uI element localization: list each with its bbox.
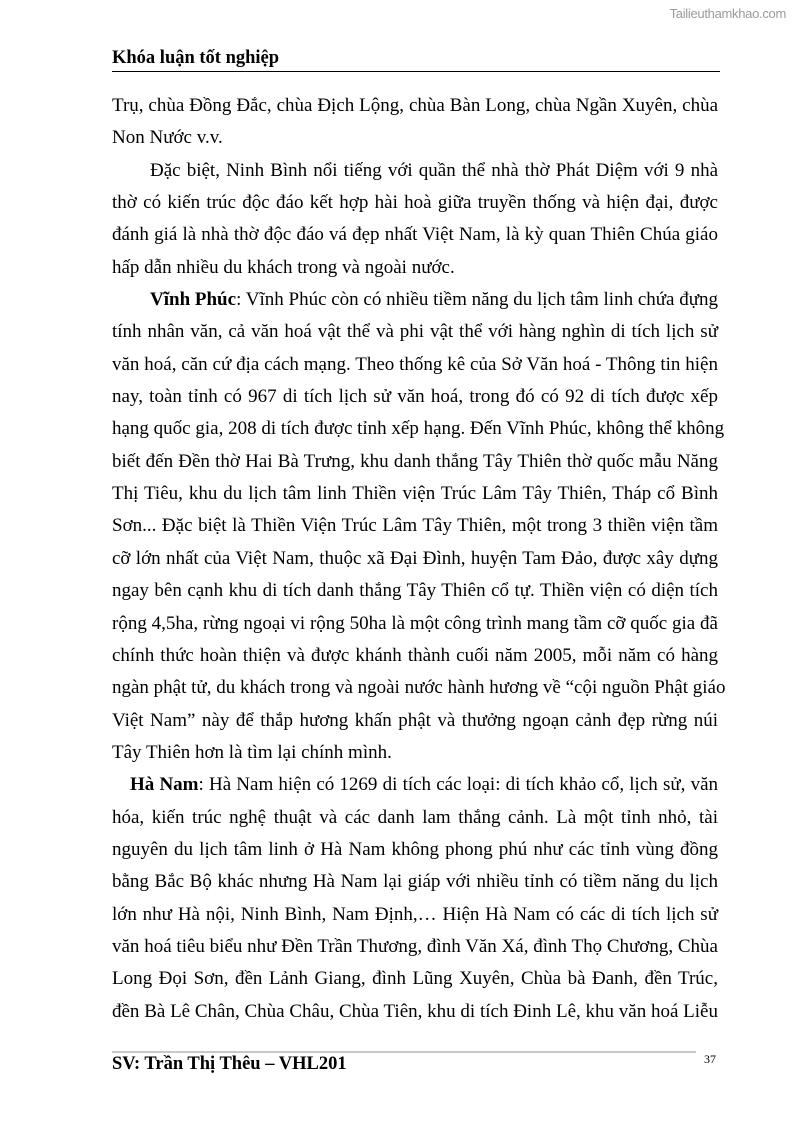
text-line: hấp dẫn nhiều du khách trong và ngoài nước. [112,256,455,278]
text-line [112,771,718,803]
watermark: Tailieuthamkhao.com [669,6,786,21]
text-line: hóa, kiến trúc nghệ thuật và các danh lam thắng cảnh. Là một tỉnh nhỏ, tài [112,806,718,828]
paragraph-vinh-phuc [112,286,726,771]
document-body [112,92,726,1030]
text-line: Thị Tiêu, khu du lịch tâm linh Thiền viện Trúc Lâm Tây Thiên, Tháp cổ Bình [112,483,718,505]
text-line: nguyên du lịch tâm linh ở Hà Nam không phong phú như các tỉnh vùng đồng [112,838,718,860]
text-line: Long Đọi Sơn, đền Lảnh Giang, đình Lũng Xuyên, Chùa bà Đanh, đền Trúc, [112,968,718,990]
text-line: biết đến Đền thờ Hai Bà Trưng, khu danh thắng Tây Thiên thờ quốc mẫu Năng [112,450,718,472]
text-line [112,286,718,318]
lead-text: : Vĩnh Phúc còn có nhiều tiềm năng du lịch tâm linh chứa đựng [236,289,719,311]
text-line: nay, toàn tỉnh có 967 di tích lịch sử văn hoá, trong đó có 92 di tích được xếp [112,386,718,408]
text-line: hạng quốc gia, 208 di tích được tỉnh xếp hạng. Đến Vĩnh Phúc, không thể không [112,418,725,440]
text-line: Sơn... Đặc biệt là Thiền Viện Trúc Lâm Tây Thiên, một trong 3 thiền viện tầm [112,515,718,537]
text-line: lớn như Hà nội, Ninh Bình, Nam Định,… Hiện Hà Nam có các di tích lịch sử [112,903,718,925]
text-line: Non Nước v.v. [112,127,223,149]
footer-author: SV: Trần Thị Thêu – VHL201 [112,1054,347,1074]
text-line: chính thức hoàn thiện và được khánh thành cuối năm 2005, mỗi năm có hàng [112,644,718,666]
text-line: bằng Bắc Bộ khác nhưng Hà Nam lại giáp với nhiều tỉnh có tiềm năng du lịch [112,871,718,893]
lead-text: : Hà Nam hiện có 1269 di tích các loại: di tích khảo cổ, lịch sử, văn [198,774,718,796]
text-line: văn hoá, căn cứ địa cách mạng. Theo thống kê của Sở Văn hoá - Thông tin hiện [112,353,718,375]
text-line: Tây Thiên hơn là tìm lại chính mình. [112,741,392,763]
text-line: Việt Nam” này để thắp hương khấn phật và thưởng ngoạn cảnh đẹp rừng núi [112,709,718,731]
text-line: Đặc biệt, Ninh Bình nổi tiếng với quần thể nhà thờ Phát Diệm với 9 nhà [150,159,718,181]
paragraph [112,157,718,286]
header-divider [112,71,720,72]
text-line: đánh giá là nhà thờ độc đáo vá đẹp nhất Việt Nam, là kỳ quan Thiên Chúa giáo [112,224,718,246]
text-line: rộng 4,5ha, rừng ngoại vi rộng 50ha là một công trình mang tầm cỡ quốc gia đã [112,612,718,634]
text-line: thờ có kiến trúc độc đáo kết hợp hài hoà giữa truyền thống và hiện đại, được [112,192,718,214]
text-line: ngàn phật tử, du khách trong và ngoài nước hành hương về “cội nguồn Phật giáo [112,677,726,699]
paragraph-ha-nam [112,771,718,1030]
text-line: Trụ, chùa Đồng Đắc, chùa Địch Lộng, chùa Bàn Long, chùa Ngần Xuyên, chùa [112,95,718,116]
section-lead: Vĩnh Phúc [150,289,237,311]
footer-divider [112,1051,696,1053]
section-lead: Hà Nam [130,774,199,796]
text-line: đền Bà Lê Chân, Chùa Châu, Chùa Tiên, khu di tích Đinh Lê, khu văn hoá Liễu [112,1000,718,1022]
text-line: tính nhân văn, cả văn hoá vật thể và phi vật thể với hàng nghìn di tích lịch sử [112,321,718,343]
page-header-title: Khóa luận tốt nghiệp [112,48,280,68]
page-number: 37 [704,1052,716,1066]
text-line: văn hoá tiêu biểu như Đền Trần Thương, đình Văn Xá, đình Thọ Chương, Chùa [112,935,718,957]
text-line: ngay bên cạnh khu di tích danh thắng Tây Thiên cổ tự. Thiền viện có diện tích [112,580,718,602]
paragraph [112,92,718,157]
text-line: cỡ lớn nhất của Việt Nam, thuộc xã Đại Đình, huyện Tam Đảo, được xây dựng [112,547,718,569]
